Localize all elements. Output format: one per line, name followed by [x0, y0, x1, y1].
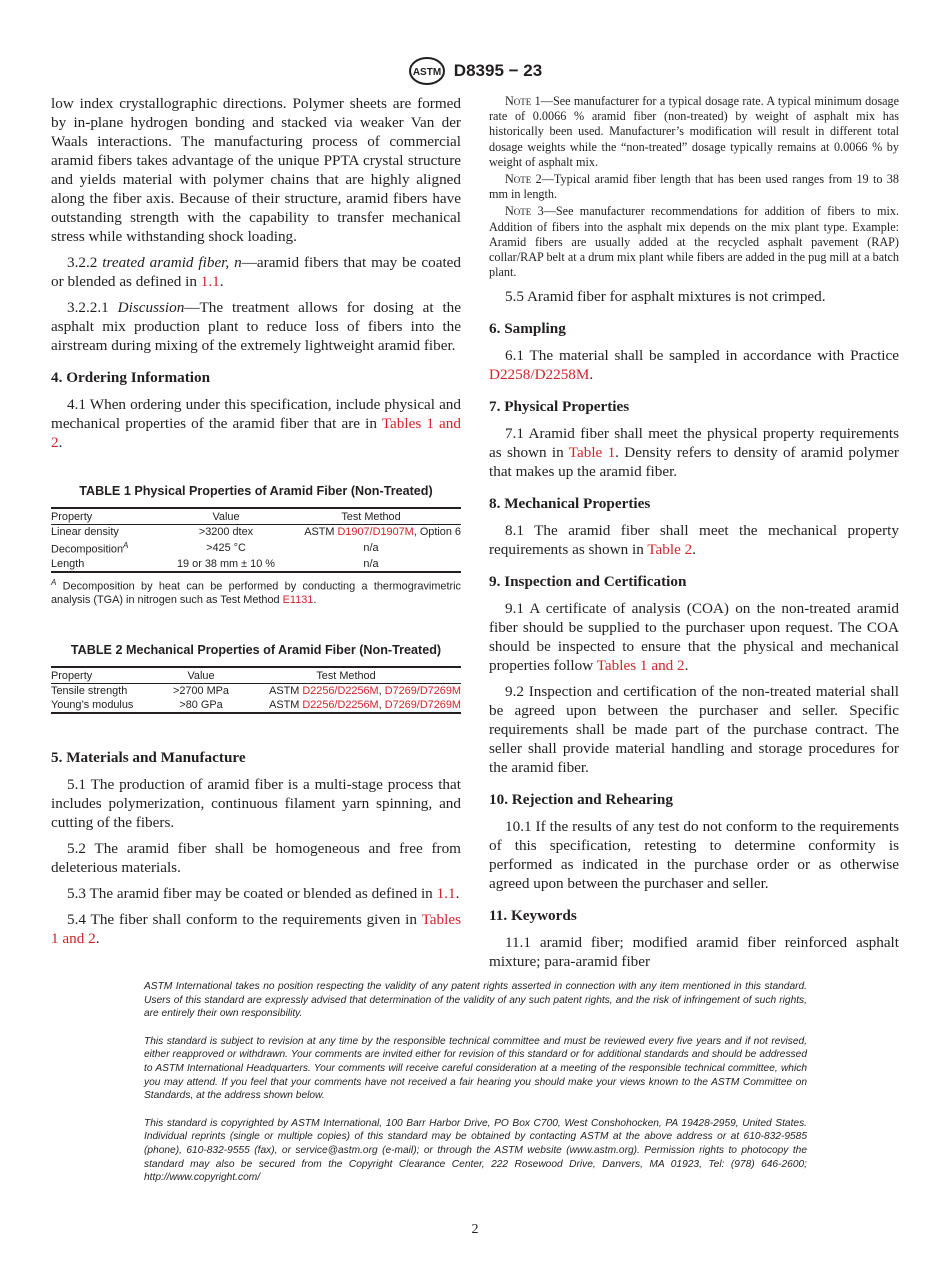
table-2: [51, 666, 461, 714]
footer-revision-notice: This standard is subject to revision at any time by the responsible technical committee and must be reviewed every five years and if not revised, either reapproved or withdrawn. Your comments are invited either for revision of this standard or for additional standards and should be addressed to ASTM International Headquarters. Your comments will receive careful consideration at a meeting of the responsible technical committee, which you may attend. If you feel that your comments have not received a fair hearing you should make your views known to the ASTM Committee on Standards, at the address shown below.: [144, 1035, 807, 1102]
section-9-1: 9.1 A certificate of analysis (COA) on the non-treated aramid fiber should be supplied to the purchaser upon request. The COA should be inspected to ensure that the physical and mechanical properties follow Tables 1 and 2.: [489, 600, 899, 675]
link-e1131[interactable]: E1131: [282, 594, 314, 607]
link-tables-1-2[interactable]: Tables 1 and 2: [51, 911, 461, 948]
table-header: Test Method: [281, 508, 461, 525]
link-1-1[interactable]: 1.1: [200, 273, 220, 290]
link-d2256[interactable]: D2256/D2256M: [302, 699, 379, 712]
table-header: Property: [51, 667, 171, 684]
left-column: [51, 94, 461, 955]
section-5-3: 5.3 The aramid fiber may be coated or blended as defined in 1.1.: [67, 885, 460, 903]
link-1-1[interactable]: 1.1: [436, 885, 456, 903]
link-tables-1-2[interactable]: Tables 1 and 2: [596, 657, 685, 675]
table-row: Tensile strength >2700 MPa ASTM D2256/D2256M, D7269/D7269M: [51, 685, 461, 698]
section-7-1: 7.1 Aramid fiber shall meet the physical property requirements as shown in Table 1. Density refers to density of aramid polymer that makes up the aramid fiber.: [489, 425, 899, 481]
section-3-2-2-1: 3.2.2.1 Discussion—The treatment allows for dosing at the asphalt mix production plant to reduce loss of fibers into the airstream during mixing of the extremely lightweight aramid fiber.: [51, 299, 462, 354]
table-row: Length 19 or 38 mm ± 10 % n/a: [51, 557, 461, 572]
table-header: Value: [171, 508, 281, 525]
section-9-2: 9.2 Inspection and certification of the non-treated material shall be agreed upon between the purchaser and seller. Specific requirements shall be made part of the purchase contract. The seller shall provide material handling and storage procedures for the aramid fiber.: [489, 683, 899, 777]
svg-text:ASTM: ASTM: [412, 67, 441, 78]
section-5-2: 5.2 The aramid fiber shall be homogeneous and free from deleterious materials.: [51, 840, 461, 877]
table-header: Value: [171, 667, 231, 684]
note-1: Note 1—See manufacturer for a typical dosage rate. A typical minimum dosage rate of 0.0066 % aramid fiber (non-treated) by weight of asphalt mix has historically been used. Manufacturer’s modification will result in different total dosage weights while the “non-treated” dosage typically remains at 0.0066 % by weight of asphalt mix.: [489, 94, 899, 169]
link-table-1[interactable]: Table 1: [568, 444, 616, 462]
section-3-2-2: 3.2.2 treated aramid fiber, n—aramid fibers that may be coated or blended as defined in 1.1.: [51, 254, 462, 290]
note-3: Note 3—See manufacturer recommendations for addition of fibers to mix. Addition of fibers into the asphalt mix depends on the mix plant type. Example: Aramid fibers are usually added at the recycled asphalt pavement (RAP) collar/RAP belt at a drum mix plant while fibers are added in the pug mill at a batch plant.: [489, 204, 899, 280]
table-1: [51, 507, 461, 573]
right-column: [489, 94, 899, 978]
footer-copyright-notice: This standard is copyrighted by ASTM International, 100 Barr Harbor Drive, PO Box C700, West Conshohocken, PA 19428-2959, United States. Individual reprints (single or multiple copies) of this standard may be obtained by contacting ASTM at the above address or at 610-832-9585 (phone), 610-832-9555 (fax), or service@astm.org (e-mail); or through the ASTM website (www.astm.org). Permission rights to photocopy the standard may also be secured from the Copyright Clearance Center, 222 Rosewood Drive, Danvers, MA 01923, Tel: (978) 646-2600; http://www.copyright.com/: [144, 1117, 807, 1184]
section-8-1: 8.1 The aramid fiber shall meet the mechanical property requirements as shown in Table 2.: [489, 522, 899, 559]
section-4-1: 4.1 When ordering under this specification, include physical and mechanical properties of the aramid fiber that are in Tables 1 and 2.: [51, 396, 461, 451]
page-header: [0, 56, 950, 86]
heading-mechanical-properties: 8. Mechanical Properties: [489, 495, 651, 513]
link-d1907[interactable]: D1907/D1907M: [337, 526, 414, 538]
link-tables-1-2[interactable]: Tables 1 and 2: [51, 415, 461, 451]
heading-keywords: 11. Keywords: [489, 907, 577, 925]
section-11-1: 11.1 aramid fiber; modified aramid fiber reinforced asphalt mixture; para-aramid fiber: [489, 934, 899, 971]
section-5-5: 5.5 Aramid fiber for asphalt mixtures is not crimped.: [505, 288, 826, 306]
table-row: Linear density >3200 dtex ASTM D1907/D1907M, Option 6: [51, 526, 461, 538]
table-header: Property: [51, 508, 171, 525]
note-2: Note 2—Typical aramid fiber length that has been used ranges from 19 to 38 mm in length.: [489, 172, 899, 202]
table-row: Decomposition$^A$ >425 °C n/a: [51, 541, 379, 556]
link-d7269[interactable]: D7269/D7269M: [384, 699, 461, 712]
heading-sampling: 6. Sampling: [489, 320, 566, 338]
page-number: 2: [471, 1222, 479, 1237]
heading-materials-manufacture: 5. Materials and Manufacture: [51, 749, 246, 767]
table-2-title: TABLE 2 Mechanical Properties of Aramid Fiber (Non-Treated): [70, 643, 442, 658]
section-10-1: 10.1 If the results of any test do not conform to the requirements of this specification, retesting to determine conformity is performed as indicated in the purchase order or as otherwise agreed upon between the purchaser and seller.: [489, 818, 899, 893]
heading-rejection-rehearing: 10. Rejection and Rehearing: [489, 791, 673, 809]
document-designation: D8395 − 23: [453, 61, 543, 80]
link-d7269[interactable]: D7269/D7269M: [384, 685, 461, 698]
section-5-4: 5.4 The fiber shall conform to the requirements given in Tables 1 and 2.: [51, 911, 461, 948]
table-row: Young’s modulus >80 GPa ASTM D2256/D2256M, D7269/D7269M: [51, 699, 461, 712]
heading-physical-properties: 7. Physical Properties: [489, 398, 630, 416]
paragraph-continuation: low index crystallographic directions. Polymer sheets are formed by in-plane hydrogen bonding and stacked via weaker Van der Waals interactions. The manufacturing process of commercial aramid fibers takes advantage of the unique PPTA crystal structure and yields material with polymer chains that are highly aligned along the fiber axis. Because of their structure, aramid fibers have outstanding strength with the capability to transfer mechanical stress while withstanding shock loading.: [51, 95, 461, 245]
table-1-footnote: $^A$ Decomposition by heat can be performed by conducting a thermogravimetric analysis (TGA) in nitrogen such as Test Method E1131.: [51, 577, 461, 607]
astm-logo-icon: [408, 56, 446, 86]
section-5-1: 5.1 The production of aramid fiber is a multi-stage process that includes polymerization, continuous filament yarn spinning, and cutting of the fibers.: [51, 776, 461, 832]
link-table-2[interactable]: Table 2: [647, 541, 693, 559]
footer-patent-notice: ASTM International takes no position respecting the validity of any patent rights asserted in connection with any item mentioned in this standard. Users of this standard are expressly advised that determination of the validity of any such patent rights, and the risk of infringement of such rights, are entirely their own responsibility.: [144, 981, 807, 1020]
section-6-1: 6.1 The material shall be sampled in accordance with Practice D2258/D2258M.: [489, 347, 899, 384]
footer-notice: [144, 980, 807, 1199]
link-d2258[interactable]: D2258/D2258M: [489, 366, 590, 384]
heading-inspection-certification: 9. Inspection and Certification: [489, 573, 687, 591]
table-1-title: TABLE 1 Physical Properties of Aramid Fiber (Non-Treated): [79, 484, 433, 498]
heading-ordering-information: 4. Ordering Information: [51, 369, 211, 386]
link-d2256[interactable]: D2256/D2256M: [302, 685, 379, 698]
table-header: Test Method: [231, 667, 461, 684]
